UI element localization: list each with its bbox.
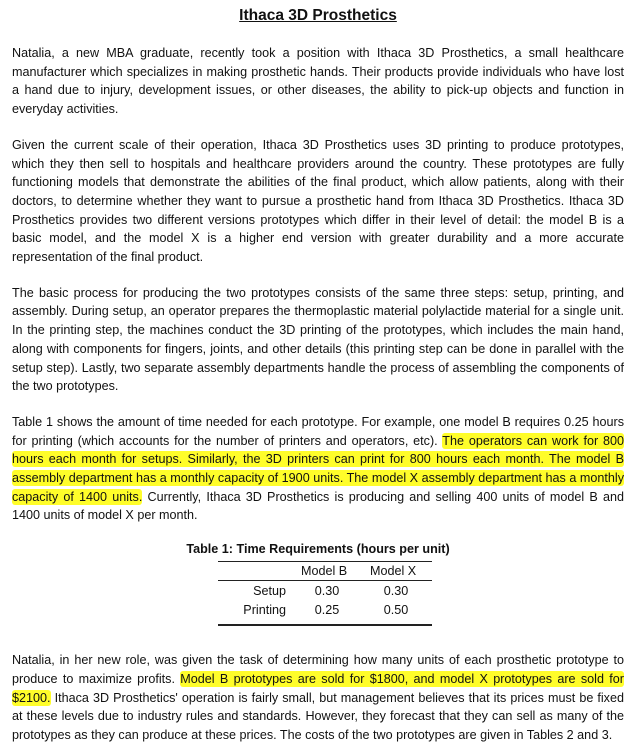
paragraph-process: The basic process for producing the two prototypes consists of the same three steps: setup, printing, and assembly. During setup, an operator prepares the thermoplastic material polylactide material for a single unit. In the printing step, the machines conduct the 3D printing of the prototypes, which includes the main hand, along with components for fingers, joints, and other details (this printing step can be done in parallel with the setup step). Lastly, two separate assembly departments handle the process of assembling the components of the two prototypes.: [12, 285, 624, 394]
column-header-model-b: Model B: [301, 564, 348, 579]
column-header-model-x: Model X: [370, 564, 417, 579]
paragraph-capacity-text-end: Currently, Ithaca 3D Prosthetics is producing and selling 400 units of model B and 1400 units of model X per month.: [12, 489, 624, 523]
printing-model-x-value: 0.50: [383, 603, 409, 618]
paragraph-pricing: [12, 651, 624, 745]
time-requirements-table: [218, 561, 432, 627]
document: [12, 0, 624, 745]
paragraph-intro: Natalia, a new MBA graduate, recently took a position with Ithaca 3D Prosthetics, a small healthcare manufacturer which specializes in making prosthetic hands. Their products provide individuals who have lost a hand due to injury, development issues, or other diseases, the ability to pick-up objects and function in everyday activities.: [12, 46, 624, 117]
document-title: Ithaca 3D Prosthetics: [239, 7, 397, 24]
setup-model-b-value: 0.30: [314, 584, 340, 599]
time-requirements-table-block: [12, 541, 624, 633]
setup-model-x-value: 0.30: [383, 584, 409, 599]
capacity-highlight: The operators can work for 800 hours each month for setups. Similarly, the 3D printers can print for 800 hours each month. The model B assembly department has a monthly capacity of 1900 units. The model X assembly department has a monthly capacity of 1400 units.: [12, 433, 624, 504]
printing-model-b-value: 0.25: [314, 603, 340, 618]
paragraph-operation: Given the current scale of their operation, Ithaca 3D Prosthetics uses 3D printing to produce prototypes, which they then sell to hospitals and healthcare providers around the country. These prototypes are fully functioning models that demonstrate the abilities of the final product, which allow patients, along with their doctors, to determine whether they want to pursue a prosthetic hand from Ithaca 3D Prosthetics. Ithaca 3D Prosthetics provides two different versions prototypes which differ in their level of detail: the model B is a basic model, and the model X is a higher end version with greater durability and a more accurate representation of the final product.: [12, 137, 624, 265]
paragraph-capacity: [12, 413, 624, 525]
table-caption: Table 1: Time Requirements (hours per unit): [186, 542, 450, 557]
row-label-printing: Printing: [243, 603, 286, 618]
table-header-rule: [218, 580, 432, 581]
paragraph-pricing-text-end: Ithaca 3D Prosthetics' operation is fairly small, but management believes that its prices must be fixed at these levels due to industry rules and standards. However, they forecast that they can sell as many of the prototypes as they can produce at these prices. The costs of the two prototypes are given in Tables 2 and 3.: [12, 690, 624, 742]
pricing-highlight: Model B prototypes are sold for $1800, and model X prototypes are sold for $2100.: [12, 671, 624, 705]
row-label-setup: Setup: [253, 584, 286, 599]
paragraph-pricing-text: Natalia, in her new role, was given the task of determining how many units of each prosthetic prototype to produce to maximize profits.: [12, 653, 624, 686]
table-bottom-rule: [218, 624, 432, 626]
paragraph-capacity-text: Table 1 shows the amount of time needed for each prototype. For example, one model B requires 0.25 hours for printing (which accounts for the number of printers and operators, etc).: [12, 414, 624, 448]
